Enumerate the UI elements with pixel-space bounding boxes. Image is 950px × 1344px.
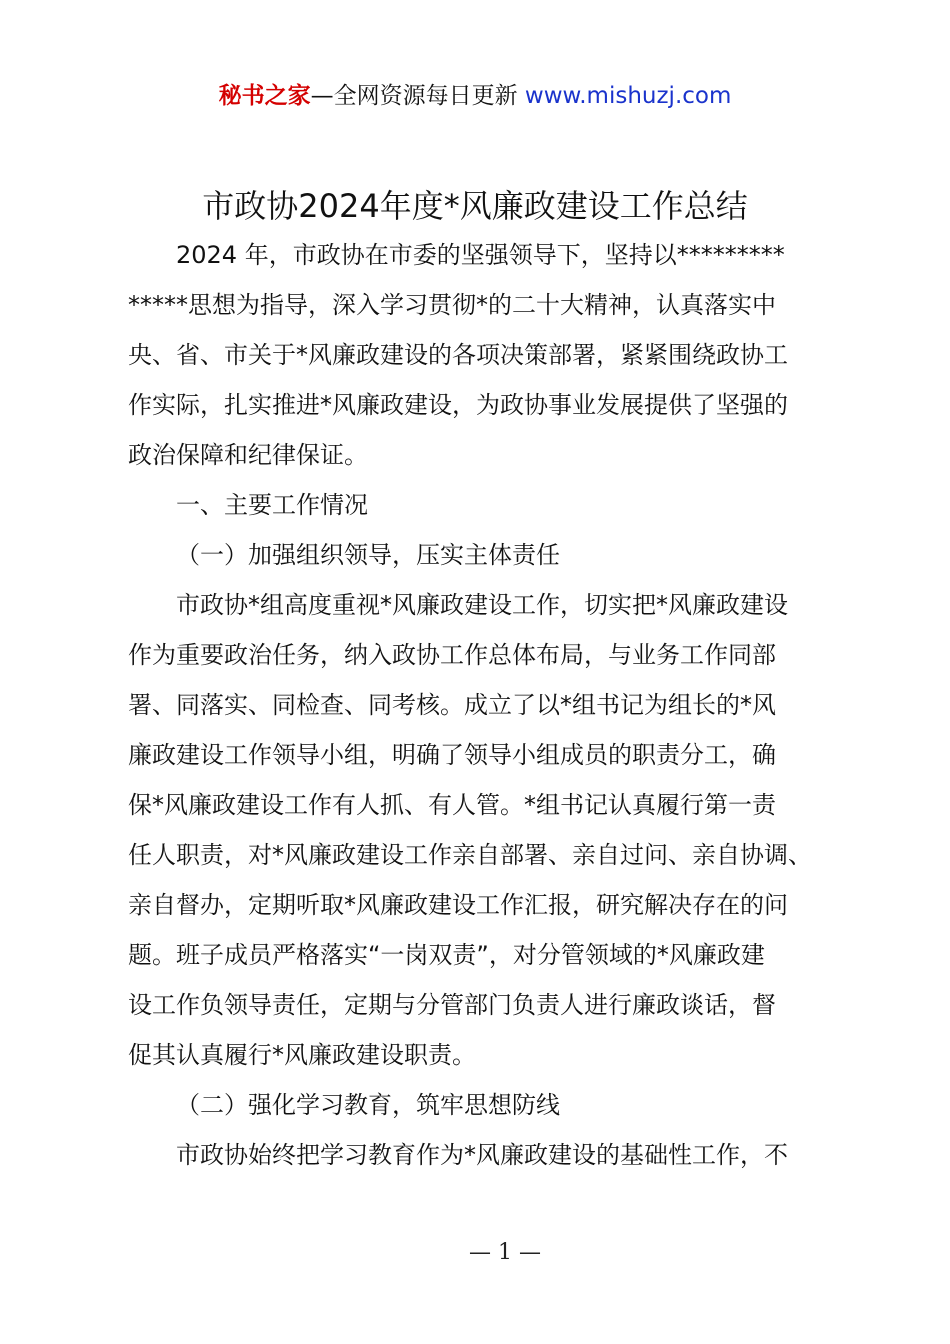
banner-description: —全网资源每日更新 — [310, 83, 518, 109]
banner-url-link[interactable]: www.mishuzj.com — [524, 83, 732, 109]
banner-brand: 秘书之家 — [218, 83, 311, 109]
document-page: 秘书之家—全网资源每日更新 www.mishuzj.com 市政协2024年度*风廉政建设工作总结 2024 年，市政协在市委的坚强领导下，坚持以********* *****思想为指导，深入学习贯彻*的二十大精神，认真落实中 央、省、市关于*风廉政建设的各项决策部署，紧紧围绕政协工 作实际，扎实推进*风廉政建设，为政协事业发展提供了坚强的 政治保障和纪律保证。 一、主要工作情况 （一）加强组织领导，压实主体责任 市政协*组高度重视*风廉政建设工作，切实把*风廉政建设 作为重要政治任务，纳入政协工作总体布局，与业务工作同部 署、同落实、同检查、同考核。成立了以*组书记为组长的*风 廉政建设工作领导小组，明确了领导小组成员的职责分工，确 保*风廉政建设工作有人抓、有人管。*组书记认真履行第一责 任人职责，对*风廉政建设工作亲自部署、亲自过问、亲自协调、 亲自督办，定期听取*风廉政建设工作汇报，研究解决存在的问 题。班子成员严格落实“一岗双责”，对分管领域的*风廉政建 设工作负领导责任，定期与分管部门负责人进行廉政谈话，督 促其认真履行*风廉政建设职责。 （二）强化学习教育，筑牢思想防线 市政协始终把学习教育作为*风廉政建设的基础性工作，不 — 1 — — [0, 0, 950, 1344]
document-title: 市政协2024年度*风廉政建设工作总结 — [202, 187, 748, 225]
page-number: — 1 — — [469, 1240, 541, 1265]
site-banner — [0, 78, 950, 114]
